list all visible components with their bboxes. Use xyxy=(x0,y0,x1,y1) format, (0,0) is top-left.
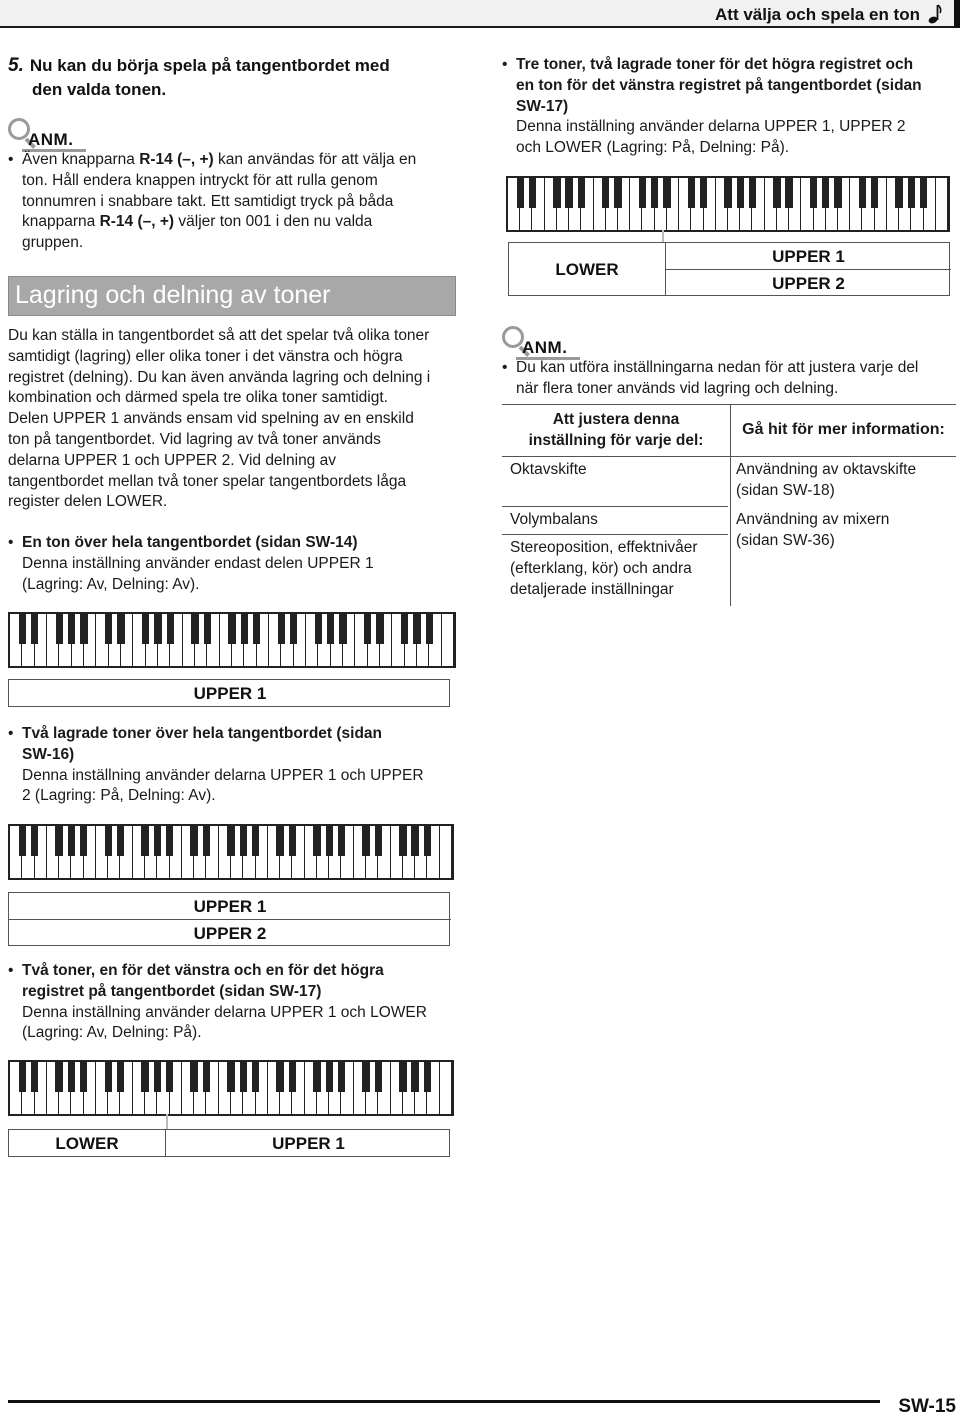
keyboard-diagram xyxy=(506,176,950,232)
black-key xyxy=(834,178,841,208)
black-key xyxy=(327,614,334,644)
header-title: Att välja och spela en ton xyxy=(715,5,920,24)
black-key xyxy=(117,614,124,644)
black-key xyxy=(920,178,927,208)
section-heading: Lagring och delning av toner xyxy=(8,276,456,316)
black-key xyxy=(338,826,345,856)
mode-layer: • Två lagrade toner över hela tangentbordet (sidan SW-16) Denna inställning använder delarna UPPER 1 och UPPER 2 (Lagring: På, Delning: Av). xyxy=(8,724,460,807)
keyboard-diagram xyxy=(8,612,456,668)
black-key xyxy=(117,1062,124,1092)
black-key xyxy=(31,614,38,644)
black-key xyxy=(908,178,915,208)
black-key xyxy=(313,1062,320,1092)
black-key xyxy=(810,178,817,208)
footer-rule xyxy=(8,1400,880,1403)
part-labels xyxy=(508,242,950,296)
black-key xyxy=(253,614,260,644)
black-key xyxy=(141,826,148,856)
black-key xyxy=(19,826,26,856)
mode-split: • Två toner, en för det vänstra och en för det högra registret på tangentbordet (sidan SW-17) Denna inställning använder delarna UPPER 1 och LOWER (Lagring: Av, Delning: På). xyxy=(8,961,460,1044)
black-key xyxy=(105,826,112,856)
part-label-upper2: UPPER 2 xyxy=(193,924,267,943)
black-key xyxy=(240,1062,247,1092)
black-key xyxy=(724,178,731,208)
part-labels xyxy=(8,679,450,707)
split-point-marker xyxy=(662,230,664,242)
table-header-setting: Att justera denna inställning för varje del: xyxy=(528,411,704,449)
black-key xyxy=(289,826,296,856)
mode-single-tone: • En ton över hela tangentbordet (sidan SW-14) Denna inställning använder endast delen UPPER 1 (Lagring: Av, Delning: Av). xyxy=(8,533,460,595)
black-key xyxy=(240,826,247,856)
black-key xyxy=(117,826,124,856)
black-key xyxy=(80,614,87,644)
black-key xyxy=(204,614,211,644)
black-key xyxy=(154,1062,161,1092)
table-header-info: Gå hit för mer information: xyxy=(742,421,945,438)
note-badge: ANM. xyxy=(502,326,592,362)
black-key xyxy=(785,178,792,208)
music-note-icon xyxy=(928,4,942,24)
black-key xyxy=(401,614,408,644)
black-key xyxy=(399,1062,406,1092)
black-key xyxy=(749,178,756,208)
note-badge: ANM. xyxy=(8,118,98,154)
part-label-upper1: UPPER 1 xyxy=(193,684,267,703)
black-key xyxy=(339,614,346,644)
intro-paragraph: Du kan ställa in tangentbordet så att det spelar två olika toner samtidigt (lagring) eller olika toner i det vänstra och högra registret (delning). Du kan även använda lagring och delning i kombination och därmed spela tre olika toner samtidigt. Delen UPPER 1 används ensam vid spelning av en enskild ton på tangentbordet. Vid lagring av två toner används delarna UPPER 1 och UPPER 2. Vid delning av tangentbordet mellan två toner spelar tangentbordets låga register delen LOWER. xyxy=(8,327,431,511)
keyboard-diagram xyxy=(8,824,454,880)
white-key xyxy=(440,1062,452,1114)
black-key xyxy=(376,614,383,644)
step-5: 5. Nu kan du börja spela på tangentbordet med den valda tonen. xyxy=(8,55,390,99)
black-key xyxy=(289,1062,296,1092)
white-key xyxy=(936,178,948,230)
black-key xyxy=(154,826,161,856)
table-row: Volymbalans xyxy=(510,511,598,528)
black-key xyxy=(68,1062,75,1092)
black-key xyxy=(326,1062,333,1092)
white-key xyxy=(442,614,454,666)
black-key xyxy=(362,1062,369,1092)
black-key xyxy=(565,178,572,208)
black-key xyxy=(80,826,87,856)
black-key xyxy=(411,1062,418,1092)
keyboard-diagram xyxy=(8,1060,454,1116)
black-key xyxy=(375,1062,382,1092)
black-key xyxy=(166,1062,173,1092)
black-key xyxy=(55,1062,62,1092)
black-key xyxy=(375,826,382,856)
black-key xyxy=(278,614,285,644)
part-label-upper1: UPPER 1 xyxy=(772,247,845,266)
black-key xyxy=(31,1062,38,1092)
black-key xyxy=(639,178,646,208)
part-label-lower: LOWER xyxy=(55,1134,119,1153)
split-point-marker xyxy=(166,1114,168,1130)
black-key xyxy=(859,178,866,208)
mode-layer-split: • Tre toner, två lagrade toner för det högra registret och en ton för det vänstra registret på tangentbordet (sidan SW-17) Denna inställning använder delarna UPPER 1, UPPER 2 och LOWER (Lagring: På, Delning: På). xyxy=(502,55,956,159)
black-key xyxy=(167,614,174,644)
table-row: Användning av oktavskifte (sidan SW-18) xyxy=(736,461,917,499)
black-key xyxy=(411,826,418,856)
black-key xyxy=(602,178,609,208)
black-key xyxy=(399,826,406,856)
table-row: Stereoposition, effektnivåer (efterklang, kör) och andra detaljerade inställningar xyxy=(510,539,698,598)
black-key xyxy=(31,826,38,856)
black-key xyxy=(338,1062,345,1092)
table-row: Användning av mixern (sidan SW-36) xyxy=(736,511,890,549)
black-key xyxy=(553,178,560,208)
black-key xyxy=(227,826,234,856)
black-key xyxy=(227,1062,234,1092)
black-key xyxy=(141,1062,148,1092)
table-row: Oktavskifte xyxy=(510,461,587,478)
black-key xyxy=(651,178,658,208)
black-key xyxy=(276,826,283,856)
black-key xyxy=(326,826,333,856)
black-key xyxy=(68,826,75,856)
black-key xyxy=(55,826,62,856)
black-key xyxy=(203,1062,210,1092)
black-key xyxy=(614,178,621,208)
black-key xyxy=(517,178,524,208)
black-key xyxy=(105,614,112,644)
part-label-upper1: UPPER 1 xyxy=(193,897,267,916)
step-number: 5. xyxy=(8,55,24,76)
black-key xyxy=(315,614,322,644)
black-key xyxy=(166,826,173,856)
black-key xyxy=(190,1062,197,1092)
black-key xyxy=(426,614,433,644)
black-key xyxy=(252,826,259,856)
black-key xyxy=(154,614,161,644)
black-key xyxy=(190,826,197,856)
black-key xyxy=(252,1062,259,1092)
black-key xyxy=(578,178,585,208)
black-key xyxy=(529,178,536,208)
part-label-upper2: UPPER 2 xyxy=(772,274,845,293)
black-key xyxy=(241,614,248,644)
black-key xyxy=(313,826,320,856)
black-key xyxy=(19,1062,26,1092)
black-key xyxy=(688,178,695,208)
black-key xyxy=(191,614,198,644)
white-key xyxy=(440,826,452,878)
page-number: SW-15 xyxy=(898,1396,956,1417)
black-key xyxy=(80,1062,87,1092)
black-key xyxy=(56,614,63,644)
black-key xyxy=(700,178,707,208)
black-key xyxy=(228,614,235,644)
black-key xyxy=(737,178,744,208)
black-key xyxy=(663,178,670,208)
black-key xyxy=(871,178,878,208)
black-key xyxy=(290,614,297,644)
note-text: • Du kan utföra inställningarna nedan för att justera varje del när flera toner används vid lagring och delning. xyxy=(502,358,956,400)
page-header xyxy=(0,0,960,28)
part-labels xyxy=(8,892,450,946)
part-label-upper1: UPPER 1 xyxy=(272,1134,345,1153)
settings-table xyxy=(502,404,956,606)
part-labels xyxy=(8,1129,450,1157)
black-key xyxy=(276,1062,283,1092)
note-text: • Även knapparna R-14 (–, +) kan användas för att välja en ton. Håll endera knappen intryckt för att rulla genom tonnumren i snabbare takt. Ett samtidigt tryck på båda knapparna R-14 (–, +) väljer ton 001 i den nu valda gruppen. xyxy=(8,150,460,254)
header-edge-bar xyxy=(954,0,960,28)
black-key xyxy=(424,826,431,856)
black-key xyxy=(19,614,26,644)
black-key xyxy=(424,1062,431,1092)
black-key xyxy=(773,178,780,208)
black-key xyxy=(413,614,420,644)
black-key xyxy=(68,614,75,644)
black-key xyxy=(364,614,371,644)
black-key xyxy=(142,614,149,644)
black-key xyxy=(362,826,369,856)
black-key xyxy=(895,178,902,208)
black-key xyxy=(203,826,210,856)
part-label-lower: LOWER xyxy=(555,260,619,279)
black-key xyxy=(822,178,829,208)
black-key xyxy=(105,1062,112,1092)
